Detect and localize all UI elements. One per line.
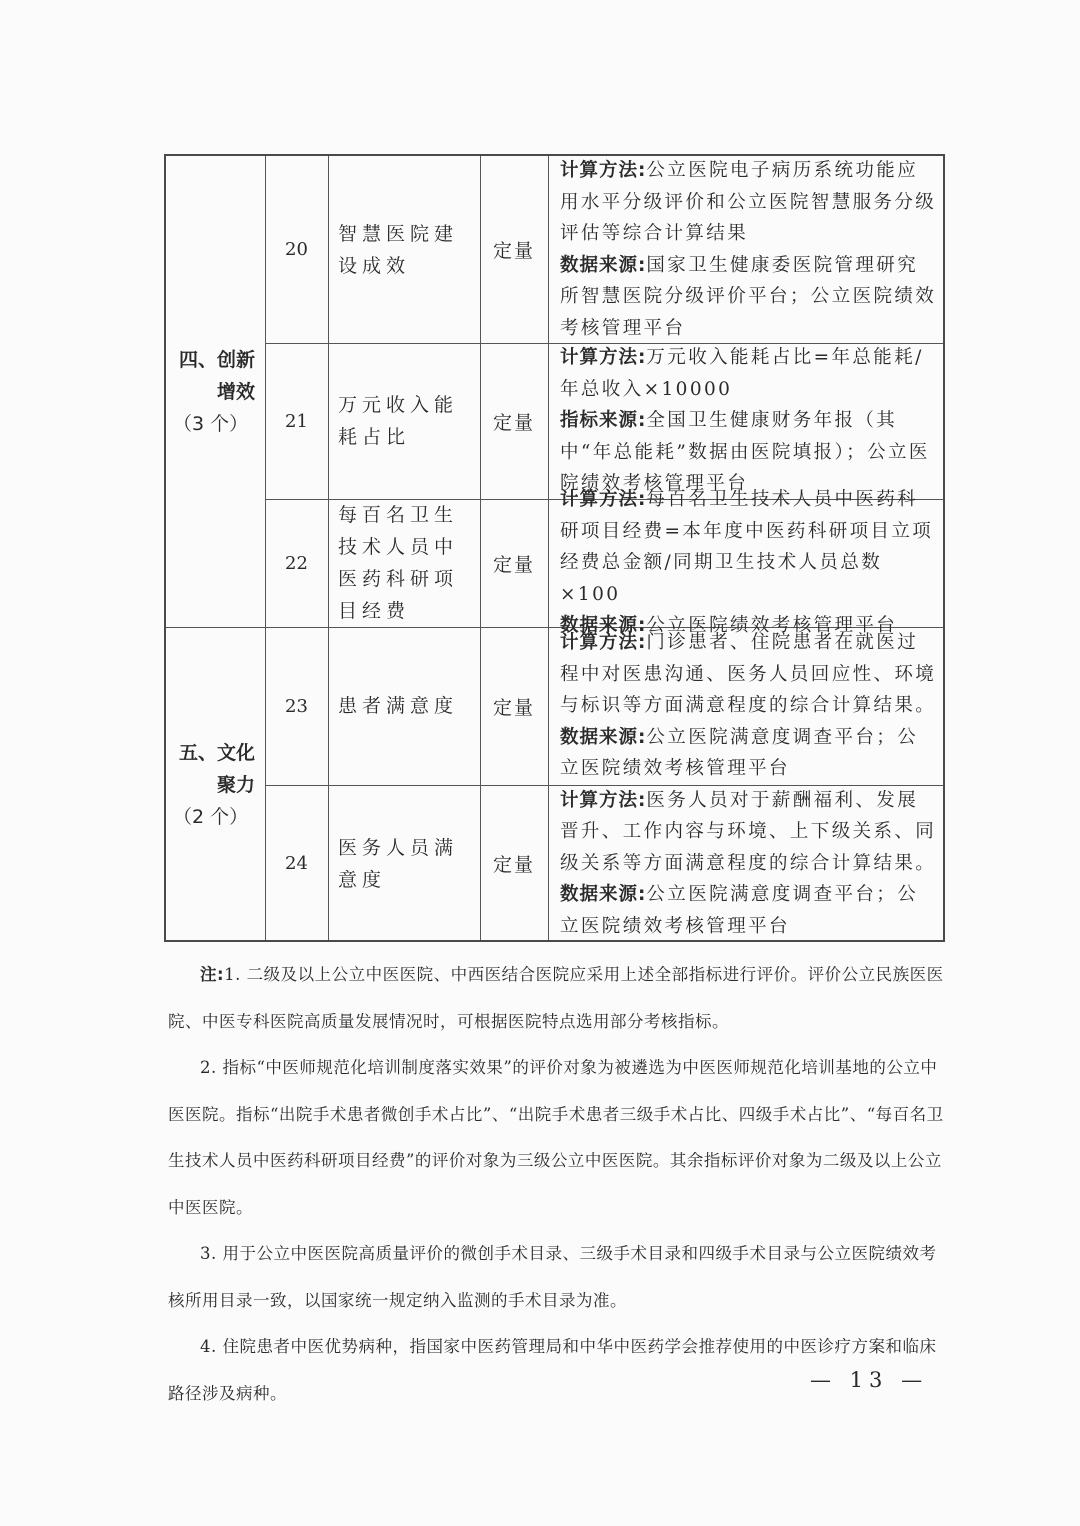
source-text: 国家卫生健康委医院管理研究所智慧医院分级评价平台；公立医院绩效考核管理平台 (560, 254, 937, 339)
row-number: 20 (285, 239, 308, 260)
method-text: 万元收入能耗占比=年总能耗/年总收入×10000 (560, 347, 924, 400)
method-label: 计算方法: (560, 347, 647, 369)
notes-section (168, 952, 948, 1417)
indicator-name: 万元收入能耗占比 (338, 394, 459, 448)
note-item: 3. 用于公立中医医院高质量评价的微创手术目录、三级手术目录和四级手术目录与公立医院绩效考核所用目录一致，以国家统一规定纳入监测的手术目录为准。 (168, 1244, 937, 1310)
indicator-table (164, 154, 945, 942)
indicator-description (548, 156, 945, 343)
method-label: 计算方法: (560, 160, 647, 181)
row-number: 21 (285, 410, 308, 432)
indicator-type: 定量 (492, 411, 535, 434)
source-label: 数据来源: (560, 726, 647, 748)
note-item: 注:1. 二级及以上公立中医医院、中西医结合医院应采用上述全部指标进行评价。评价公立民族医医院、中医专科医院高质量发展情况时，可根据医院特点选用部分考核指标。 (168, 965, 944, 1031)
indicator-description (548, 489, 945, 637)
source-label: 指标来源: (560, 410, 647, 432)
source-label: 数据来源: (560, 884, 647, 906)
category-count: （3 个） (173, 412, 249, 435)
indicator-type: 定量 (492, 696, 535, 719)
source-label: 数据来源: (560, 615, 647, 637)
source-text: 公立医院满意度调查平台；公立医院绩效考核管理平台 (560, 726, 919, 780)
indicator-name: 每百名卫生技术人员中医药科研项目经费 (338, 504, 459, 622)
indicator-name: 智慧医院建设成效 (338, 222, 459, 277)
method-text: 公立医院电子病历系统功能应用水平分级评价和公立医院智慧服务分级评估等综合计算结果 (560, 160, 937, 244)
indicator-name: 医务人员满意度 (338, 836, 459, 891)
note-item: 4. 住院患者中医优势病种，指国家中医药管理局和中华中医药学会推荐使用的中医诊疗方案和临床路径涉及病种。 (168, 1337, 937, 1403)
category-label: 五、文化 (178, 741, 255, 764)
indicator-name: 患者满意度 (338, 695, 459, 717)
indicator-description (548, 343, 945, 499)
category-label: 四、创新 (178, 348, 255, 371)
method-label: 计算方法: (560, 789, 647, 811)
page-number: — 13 — (810, 1368, 929, 1392)
indicator-description (548, 785, 945, 942)
indicator-type: 定量 (492, 553, 535, 576)
source-text: 公立医院绩效考核管理平台 (646, 615, 898, 637)
category-label: 聚力 (216, 773, 255, 796)
indicator-type: 定量 (492, 240, 535, 262)
note-item: 2. 指标“中医师规范化培训制度落实效果”的评价对象为被遴选为中医医师规范化培训基地的公立中医医院。指标“出院手术患者微创手术占比”、“出院手术患者三级手术占比、四级手术占比”、“每百名卫生技术人员中医药科研项目经费”的评价对象为三级公立中医医院。其余指标评价对象为二级及以上公立中医医院。 (168, 1058, 944, 1217)
method-text: 每百名卫生技术人员中医药科研项目经费=本年度中医药科研项目立项经费总金额/同期卫生技术人员总数×100 (560, 489, 934, 605)
source-label: 数据来源: (560, 254, 647, 276)
category-cell (166, 156, 265, 627)
category-count: （2 个） (173, 805, 249, 828)
row-number: 22 (285, 552, 308, 574)
category-cell (166, 627, 265, 942)
source-text: 公立医院满意度调查平台；公立医院绩效考核管理平台 (560, 884, 919, 937)
indicator-description (548, 627, 945, 785)
notes-label: 注: (200, 965, 225, 984)
source-text: 全国卫生健康财务年报（其中“年总能耗”数据由医院填报）；公立医院绩效考核管理平台 (560, 410, 930, 495)
category-label: 增效 (216, 380, 255, 403)
row-number: 24 (285, 853, 308, 874)
method-label: 计算方法: (560, 489, 647, 511)
method-text: 门诊患者、住院患者在就医过程中对医患沟通、医务人员回应性、环境与标识等方面满意程度的综合计算结果。 (560, 632, 937, 717)
method-label: 计算方法: (560, 632, 647, 654)
method-text: 医务人员对于薪酬福利、发展晋升、工作内容与环境、上下级关系、同级关系等方面满意程度的综合计算结果。 (560, 789, 937, 874)
indicator-type: 定量 (492, 854, 535, 876)
row-number: 23 (285, 695, 308, 717)
